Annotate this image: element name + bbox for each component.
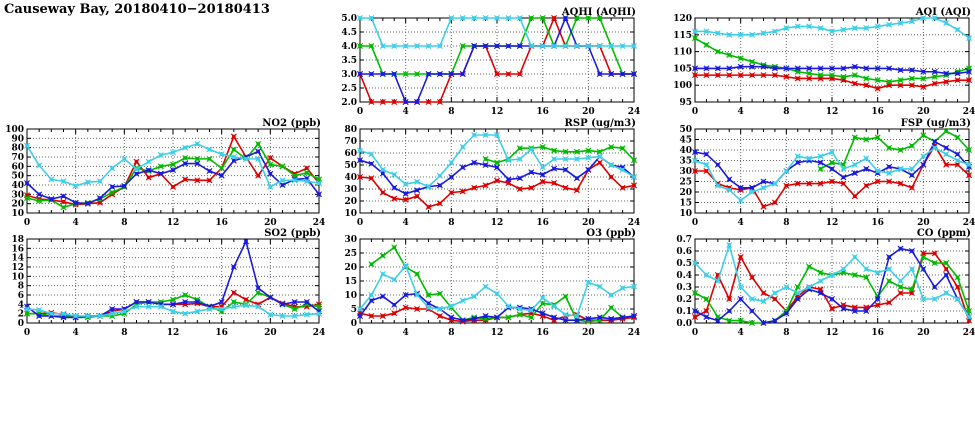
svg-text:20: 20 <box>582 107 595 116</box>
svg-text:20: 20 <box>917 218 930 227</box>
svg-text:50: 50 <box>679 125 692 135</box>
svg-text:16: 16 <box>536 328 549 337</box>
svg-text:0.3: 0.3 <box>676 283 692 293</box>
svg-text:12: 12 <box>825 107 839 116</box>
chart-svg-fsp <box>668 117 975 227</box>
svg-text:8: 8 <box>448 328 455 337</box>
svg-text:10: 10 <box>679 209 692 219</box>
svg-text:70: 70 <box>344 137 357 147</box>
svg-text:8: 8 <box>448 107 455 116</box>
svg-text:24: 24 <box>962 328 975 337</box>
svg-text:4: 4 <box>402 107 409 116</box>
svg-text:0.0: 0.0 <box>676 319 692 329</box>
svg-text:2.5: 2.5 <box>341 84 357 94</box>
chart-aqi <box>668 6 975 116</box>
chart-svg-o3 <box>333 227 640 337</box>
chart-fsp <box>668 117 975 227</box>
svg-text:8: 8 <box>783 107 790 116</box>
svg-text:0: 0 <box>23 328 31 337</box>
chart-co <box>668 227 975 337</box>
svg-text:14: 14 <box>11 253 24 264</box>
svg-text:80: 80 <box>11 143 24 154</box>
svg-text:90: 90 <box>11 134 24 145</box>
svg-text:AQHI (AQHI): AQHI (AQHI) <box>561 7 636 18</box>
svg-text:16: 16 <box>871 328 884 337</box>
svg-text:16: 16 <box>536 107 549 116</box>
svg-text:15: 15 <box>344 277 357 287</box>
svg-text:5: 5 <box>350 305 357 315</box>
svg-text:30: 30 <box>679 167 692 177</box>
svg-text:45: 45 <box>679 135 692 146</box>
svg-text:5.0: 5.0 <box>341 14 357 24</box>
svg-text:16: 16 <box>215 218 228 227</box>
svg-text:12: 12 <box>11 263 24 273</box>
chart-svg-aqi <box>668 6 975 116</box>
chart-svg-so2 <box>0 227 325 337</box>
chart-svg-co <box>668 227 975 337</box>
svg-text:0.1: 0.1 <box>676 307 692 317</box>
svg-text:0: 0 <box>17 319 24 329</box>
svg-text:100: 100 <box>5 125 24 135</box>
svg-text:20: 20 <box>582 218 595 227</box>
svg-text:30: 30 <box>11 190 24 201</box>
svg-text:0: 0 <box>691 218 699 227</box>
svg-text:0.4: 0.4 <box>676 271 692 281</box>
svg-text:0.7: 0.7 <box>676 235 692 245</box>
svg-text:CO (ppm): CO (ppm) <box>916 228 971 239</box>
svg-text:20: 20 <box>344 263 357 273</box>
svg-text:24: 24 <box>627 107 640 116</box>
svg-text:0.2: 0.2 <box>676 295 692 305</box>
svg-text:20: 20 <box>917 328 930 337</box>
svg-text:80: 80 <box>344 125 357 135</box>
svg-text:0: 0 <box>350 319 357 329</box>
svg-text:0: 0 <box>691 107 699 116</box>
svg-text:12: 12 <box>166 218 180 227</box>
svg-text:110: 110 <box>673 47 692 58</box>
svg-text:FSP (ug/m3): FSP (ug/m3) <box>900 118 971 129</box>
chart-svg-rsp <box>333 117 640 227</box>
svg-text:70: 70 <box>11 153 24 163</box>
svg-text:12: 12 <box>825 328 839 337</box>
svg-text:20: 20 <box>679 188 692 198</box>
svg-text:105: 105 <box>673 64 692 75</box>
svg-text:4: 4 <box>72 218 79 227</box>
svg-text:RSP (ug/m3): RSP (ug/m3) <box>564 118 636 129</box>
svg-text:20: 20 <box>264 218 277 227</box>
svg-text:10: 10 <box>344 209 357 219</box>
svg-text:40: 40 <box>679 146 692 156</box>
svg-text:4: 4 <box>737 107 744 116</box>
svg-text:12: 12 <box>825 218 839 227</box>
svg-text:6: 6 <box>17 291 24 301</box>
svg-text:4: 4 <box>402 328 409 337</box>
svg-text:20: 20 <box>264 328 277 337</box>
svg-text:2: 2 <box>17 309 24 320</box>
svg-text:16: 16 <box>536 218 549 227</box>
chart-rsp <box>333 117 640 227</box>
svg-text:20: 20 <box>344 197 357 207</box>
svg-text:40: 40 <box>344 173 357 183</box>
svg-text:20: 20 <box>11 199 24 210</box>
svg-text:12: 12 <box>490 218 504 227</box>
svg-text:12: 12 <box>490 107 504 116</box>
svg-text:24: 24 <box>627 328 640 337</box>
svg-text:0.5: 0.5 <box>676 259 692 269</box>
svg-text:10: 10 <box>11 209 24 219</box>
svg-text:4: 4 <box>72 328 79 337</box>
svg-text:60: 60 <box>344 149 357 159</box>
svg-text:24: 24 <box>312 218 325 227</box>
svg-text:8: 8 <box>783 328 790 337</box>
chart-svg-no2 <box>0 117 325 227</box>
svg-text:2.0: 2.0 <box>341 98 357 108</box>
chart-svg-aqhi <box>333 6 640 116</box>
svg-text:0.6: 0.6 <box>676 247 692 257</box>
chart-so2 <box>0 227 325 337</box>
page-title: Causeway Bay, 20180410−20180413 <box>4 2 270 17</box>
svg-text:10: 10 <box>11 272 24 283</box>
svg-text:10: 10 <box>344 291 357 301</box>
svg-text:20: 20 <box>917 107 930 116</box>
svg-text:30: 30 <box>344 185 357 195</box>
svg-text:4: 4 <box>402 218 409 227</box>
svg-text:95: 95 <box>679 98 692 108</box>
svg-text:4: 4 <box>17 300 24 311</box>
svg-text:8: 8 <box>783 218 790 227</box>
svg-text:0: 0 <box>23 218 31 227</box>
svg-text:4: 4 <box>737 328 744 337</box>
svg-text:O3 (ppb): O3 (ppb) <box>586 228 636 239</box>
svg-text:24: 24 <box>962 107 975 116</box>
svg-text:8: 8 <box>121 218 128 227</box>
svg-text:24: 24 <box>627 218 640 227</box>
svg-text:24: 24 <box>312 328 325 337</box>
svg-text:120: 120 <box>673 14 692 24</box>
svg-text:16: 16 <box>215 328 228 337</box>
chart-o3 <box>333 227 640 337</box>
svg-text:4.0: 4.0 <box>341 42 357 52</box>
svg-text:0: 0 <box>691 328 699 337</box>
svg-text:16: 16 <box>871 107 884 116</box>
svg-text:0: 0 <box>356 328 364 337</box>
svg-text:25: 25 <box>344 249 357 259</box>
svg-text:SO2 (ppb): SO2 (ppb) <box>264 228 321 239</box>
svg-text:20: 20 <box>582 328 595 337</box>
chart-aqhi <box>333 6 640 116</box>
svg-text:8: 8 <box>121 328 128 337</box>
svg-text:50: 50 <box>11 171 24 182</box>
svg-text:3.0: 3.0 <box>341 70 357 80</box>
svg-text:40: 40 <box>11 181 24 191</box>
svg-text:12: 12 <box>166 328 180 337</box>
svg-text:16: 16 <box>11 244 24 255</box>
svg-text:AQI (AQI): AQI (AQI) <box>915 7 971 18</box>
svg-text:12: 12 <box>490 328 504 337</box>
svg-text:3.5: 3.5 <box>341 56 357 66</box>
svg-text:8: 8 <box>17 281 24 292</box>
svg-text:30: 30 <box>344 235 357 245</box>
svg-text:4.5: 4.5 <box>341 28 357 38</box>
svg-text:50: 50 <box>344 161 357 171</box>
svg-text:8: 8 <box>448 218 455 227</box>
svg-text:0: 0 <box>356 107 364 116</box>
svg-text:18: 18 <box>11 235 24 245</box>
svg-text:35: 35 <box>679 156 692 167</box>
svg-text:NO2 (ppb): NO2 (ppb) <box>262 118 321 129</box>
svg-text:100: 100 <box>673 81 692 92</box>
svg-text:0: 0 <box>356 218 364 227</box>
svg-text:15: 15 <box>679 198 692 209</box>
svg-text:16: 16 <box>871 218 884 227</box>
svg-text:24: 24 <box>962 218 975 227</box>
svg-text:25: 25 <box>679 177 692 188</box>
svg-text:4: 4 <box>737 218 744 227</box>
svg-text:60: 60 <box>11 162 24 173</box>
chart-no2 <box>0 117 325 227</box>
svg-text:115: 115 <box>673 30 692 41</box>
